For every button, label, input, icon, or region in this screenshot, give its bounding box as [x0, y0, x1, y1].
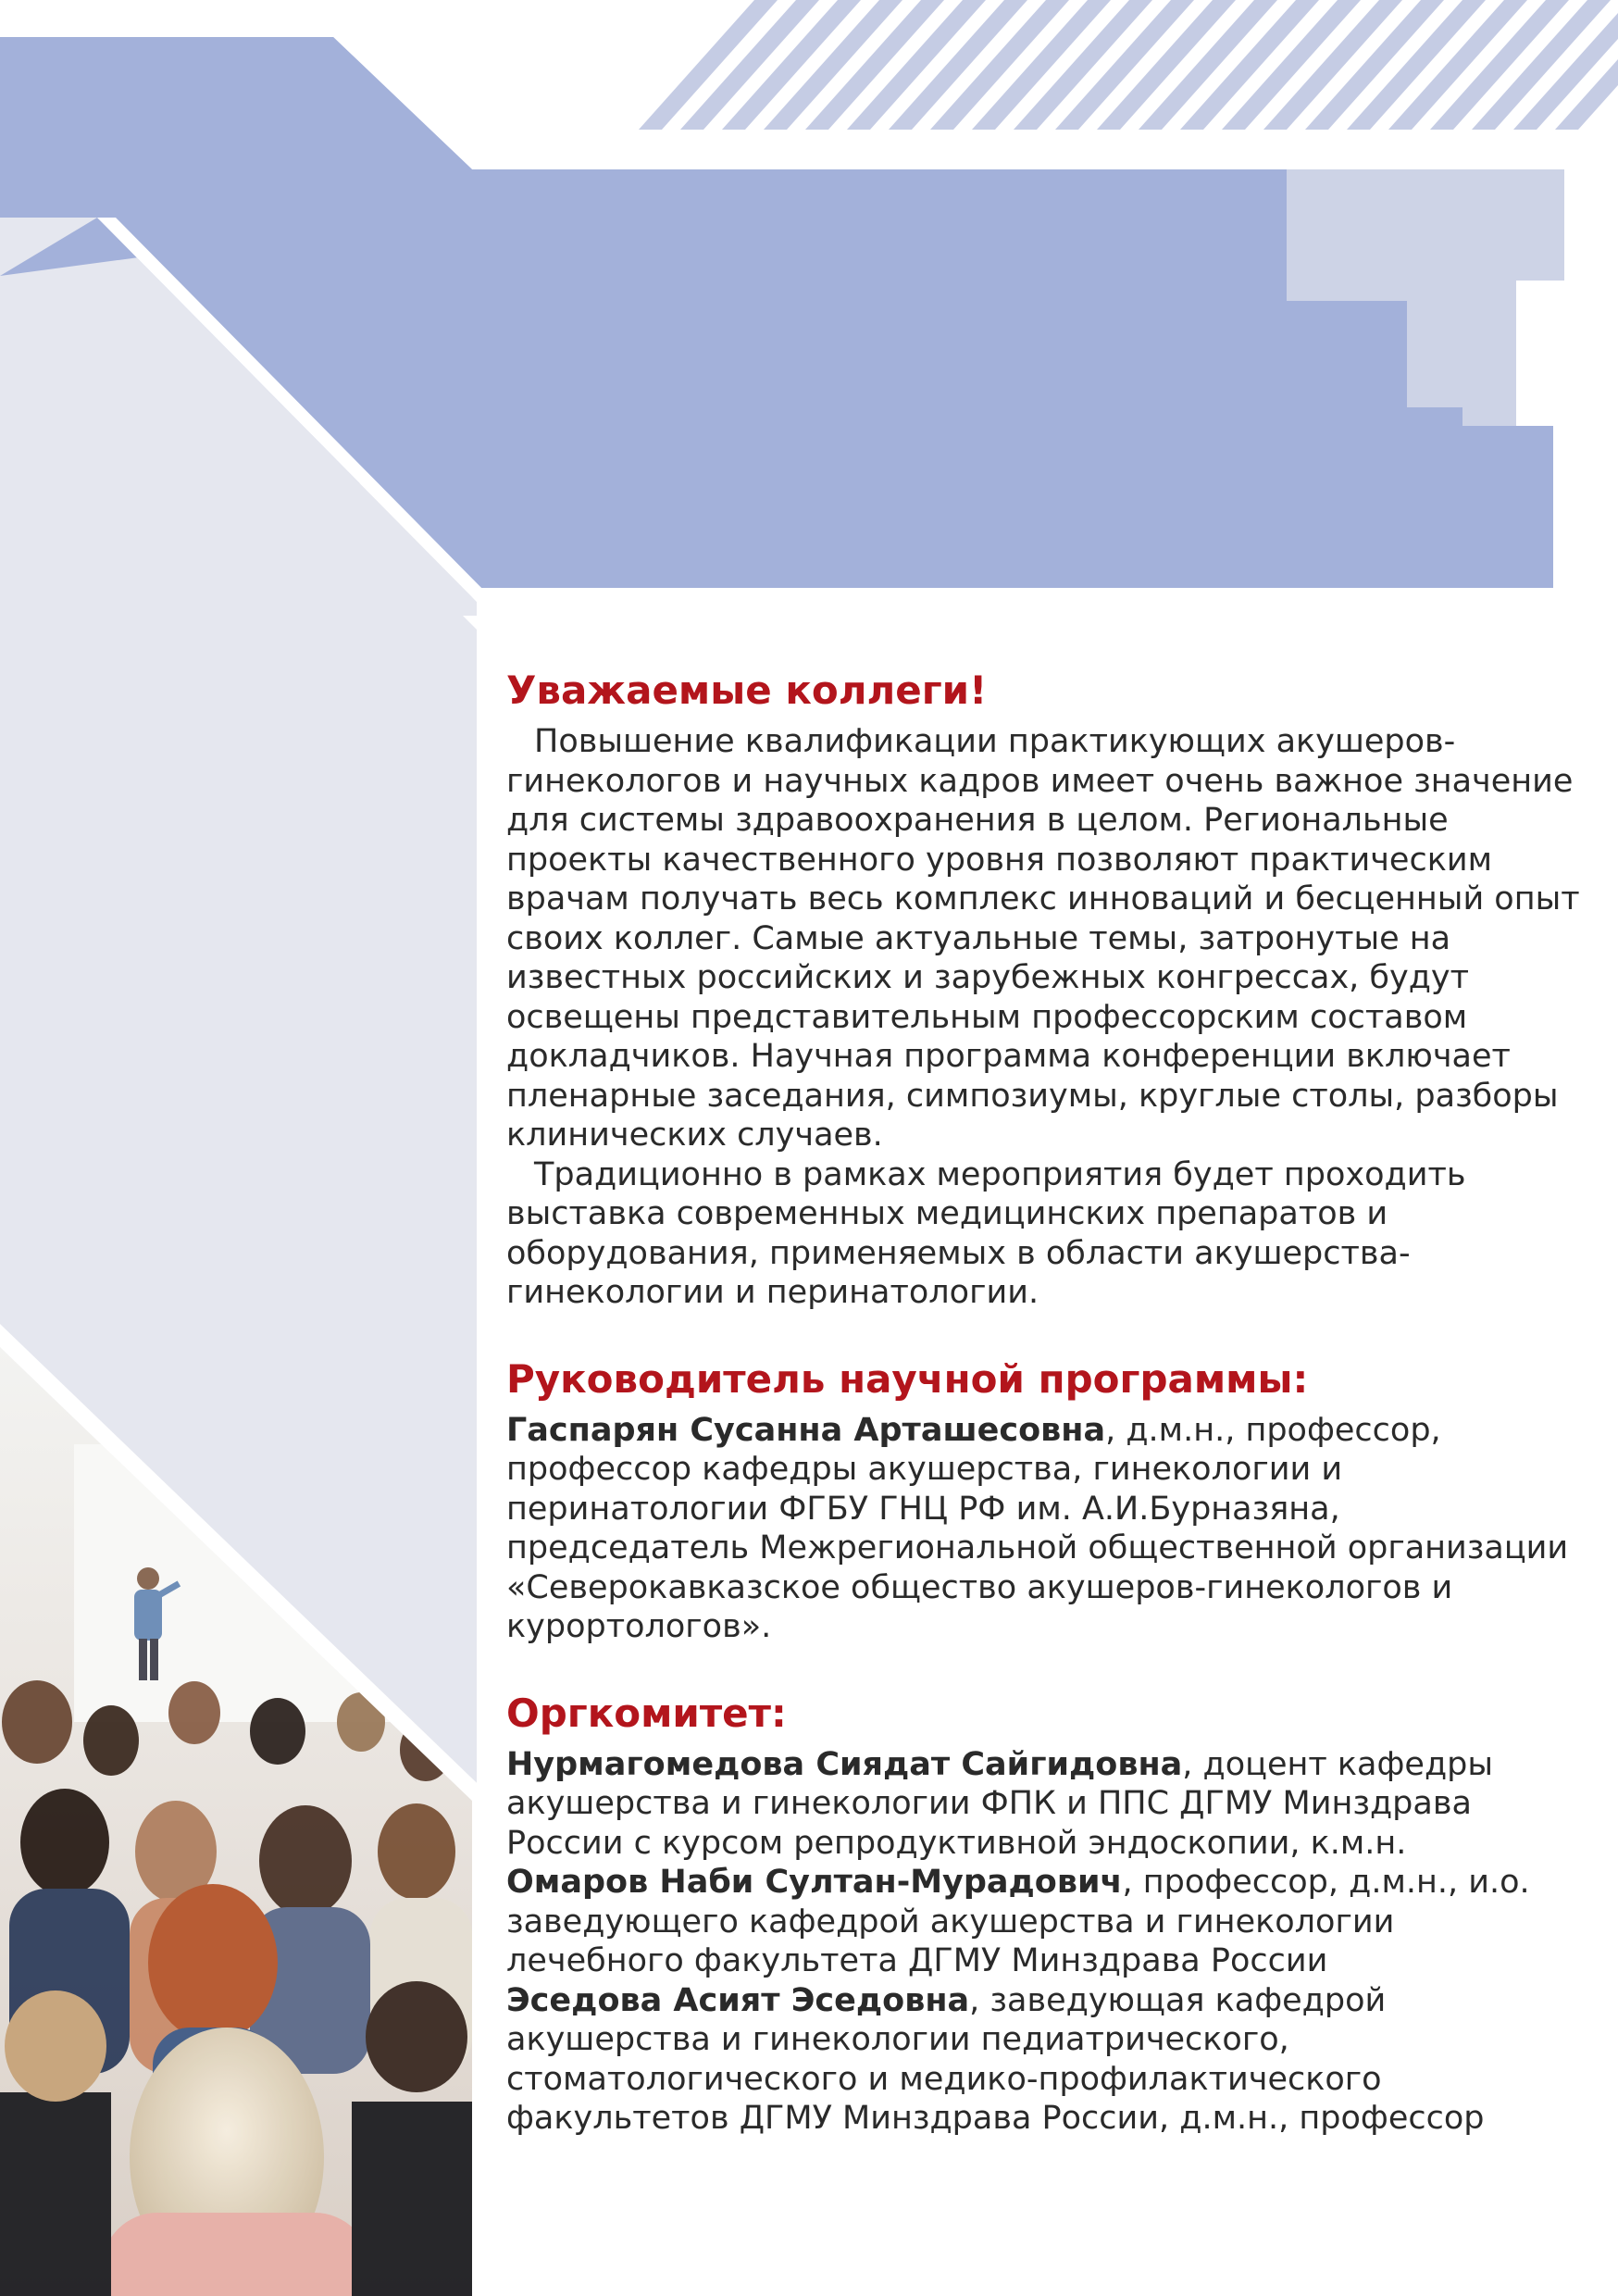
leader-title: Руководитель научной программы:: [506, 1355, 1309, 1402]
leader-name: Гаспарян Сусанна Арташесовна: [506, 1411, 1106, 1449]
orgcommittee-member: [506, 1745, 1580, 1864]
top-right-stripes: [639, 0, 1618, 130]
member-details: , заведующая кафедрой акушерства и гинекологии педиатрического, стоматологического и медико-профилактического факультетов ДГМУ Минздрава России, д.м.н., профессор: [506, 1981, 1485, 2137]
leader-section: [506, 1355, 1580, 1647]
content-top-divider: [463, 616, 1618, 639]
greeting-paragraph-2: Традиционно в рамках мероприятия будет проходить выставка современных медицинских препаратов и оборудования, применяемых в области акушерства-гинекологии и перинатологии.: [506, 1155, 1466, 1311]
content-column: [506, 667, 1580, 2139]
orgcommittee-member: [506, 1863, 1580, 1981]
leader-details: , д.м.н., профессор, профессор кафедры акушерства, гинекологии и перинатологии ФГБУ ГНЦ РФ им. А.И.Бурназяна, председатель Межрегиональной общественной организации «Северокавказское общество акушеров-гинекологов и курортологов».: [506, 1411, 1569, 1645]
greeting-title: Уважаемые коллеги!: [506, 668, 988, 713]
member-details: , профессор, д.м.н., и.о. заведующего кафедрой акушерства и гинекологии лечебного факультета ДГМУ Минздрава России: [506, 1864, 1530, 1979]
member-name: Нурмагомедова Сиядат Сайгидовна: [506, 1745, 1183, 1783]
member-name: Омаров Наби Султан-Мурадович: [506, 1864, 1123, 1901]
member-name: Эседова Асият Эседовна: [506, 1981, 970, 2019]
greeting-paragraph-1: Повышение квалификации практикующих акушеров-гинекологов и научных кадров имеет очень важное значение для системы здравоохранения в целом. Региональные проекты качественного уровня позволяют практическим врачам получать весь комплекс инноваций и бесценный опыт своих коллег. Самые актуальные темы, затронутые на известных российских и зарубежных конгрессах, будут освещены представительным профессорским составом докладчиков. Научная программа конференции включает пленарные заседания, симпозиумы, круглые столы, разборы клинических случаев.: [506, 723, 1580, 1154]
orgcommittee-section: [506, 1690, 1580, 2139]
orgcommittee-title: Оргкомитет:: [506, 1690, 787, 1736]
member-details: , доцент кафедры акушерства и гинекологии ФПК и ППС ДГМУ Минздрава России с курсом репродуктивной эндоскопии, к.м.н.: [506, 1745, 1493, 1862]
orgcommittee-member: [506, 1981, 1580, 2139]
greeting-section: [506, 667, 1580, 1313]
leader-entry: [506, 1411, 1580, 1647]
